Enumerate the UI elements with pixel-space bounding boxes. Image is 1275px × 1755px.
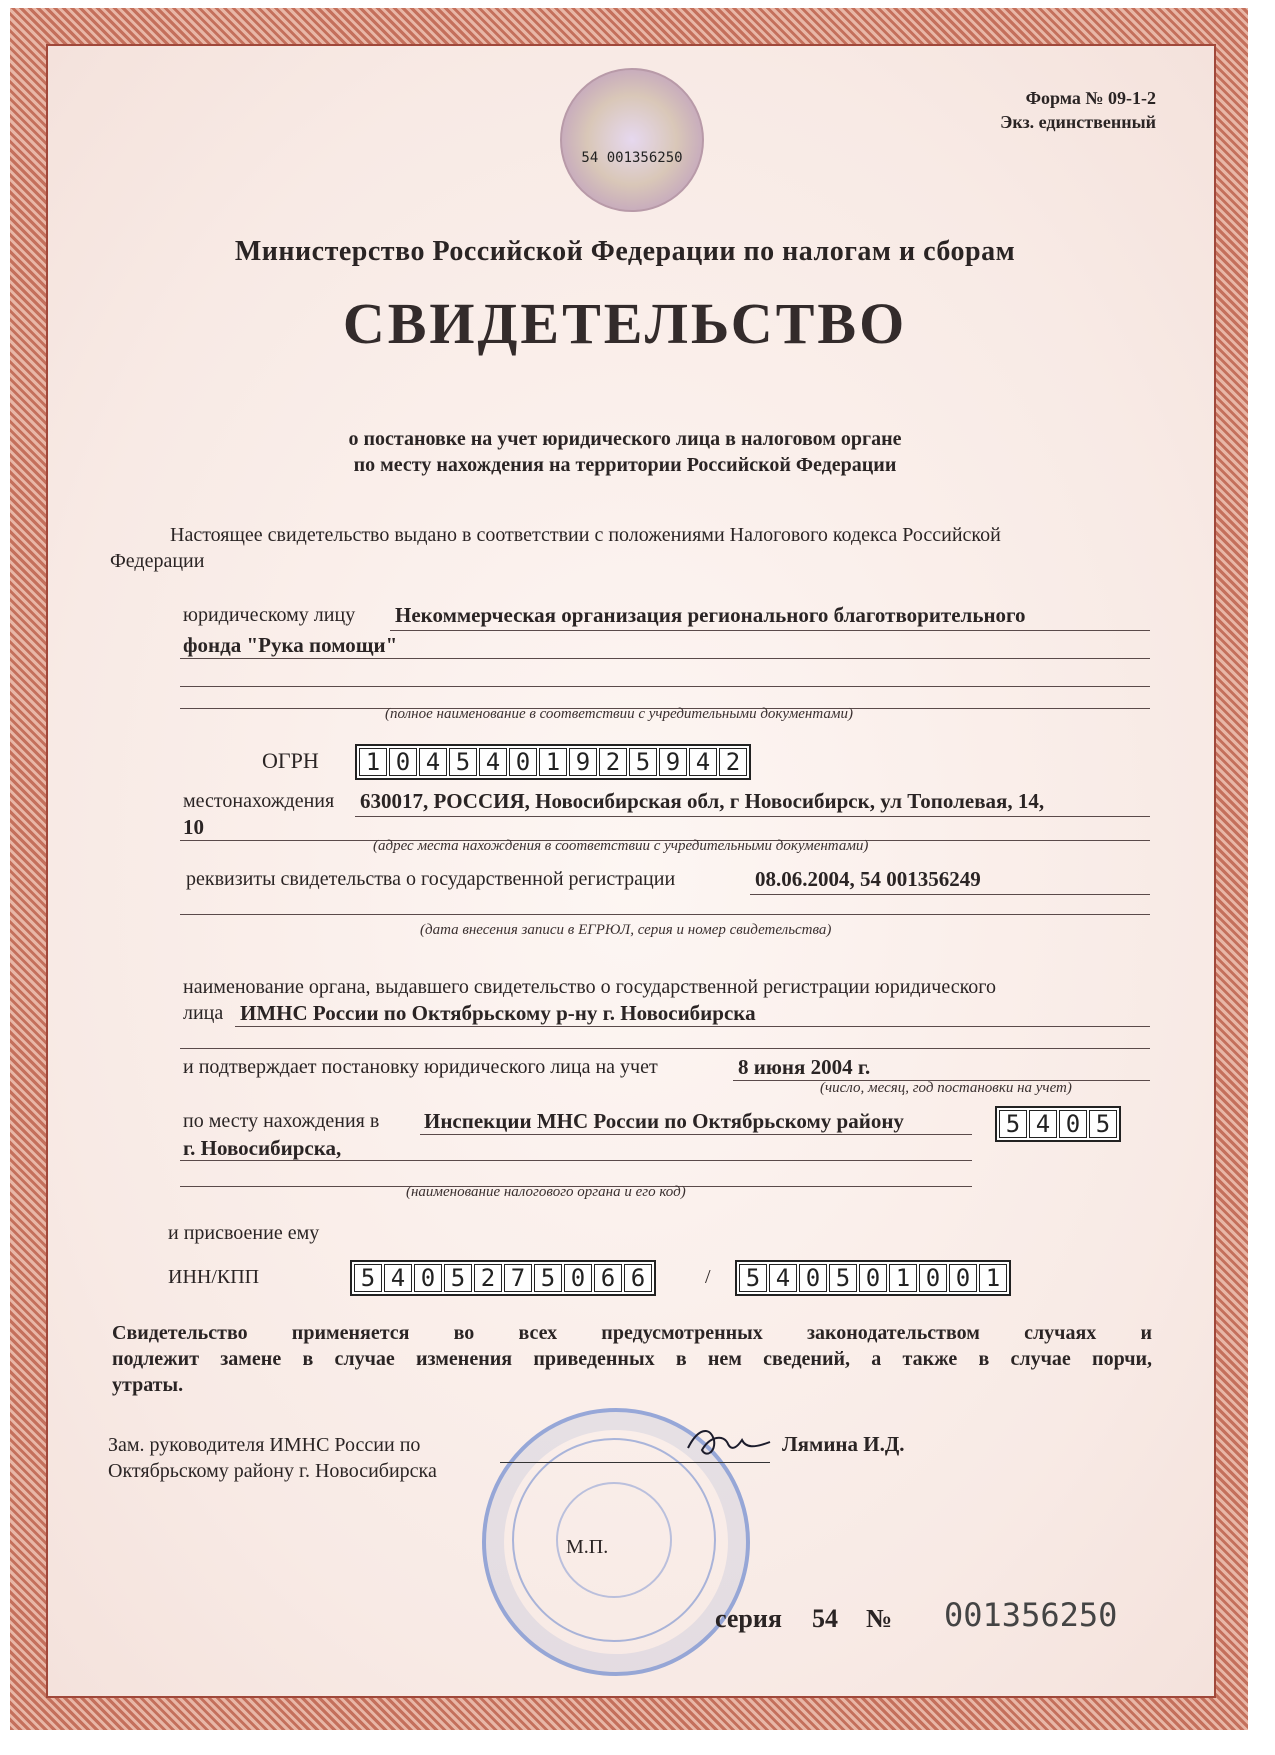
ogrn-digit: 4 <box>479 748 507 776</box>
ogrn-digit: 4 <box>419 748 447 776</box>
entity-label: юридическому лицу <box>183 604 356 626</box>
validity-line1: Свидетельство применяется во всех предусмотренных законодательством случаях и <box>112 1322 1152 1344</box>
kpp-digit: 0 <box>919 1264 947 1292</box>
registration-label: реквизиты свидетельства о государственной регистрации <box>186 868 676 890</box>
tax-office-label: по месту нахождения в <box>183 1110 380 1132</box>
ogrn-label: ОГРН <box>262 748 319 773</box>
signature <box>680 1418 780 1468</box>
address-label: местонахождения <box>183 790 335 812</box>
tax-office-code-digit: 5 <box>1089 1110 1117 1138</box>
registration-caption: (дата внесения записи в ЕГРЮЛ, серия и номер свидетельства) <box>420 922 832 938</box>
copy-note: Экз. единственный <box>1000 112 1156 132</box>
inn-digit: 0 <box>564 1264 592 1292</box>
tax-office-value-line1: Инспекции МНС России по Октябрьскому району <box>424 1109 904 1133</box>
tax-office-value-line2: г. Новосибирска, <box>183 1136 342 1160</box>
ogrn-digit: 2 <box>599 748 627 776</box>
ogrn-digit: 5 <box>629 748 657 776</box>
inn-digit: 4 <box>384 1264 412 1292</box>
kpp-digit: 0 <box>859 1264 887 1292</box>
series-value: 54 <box>812 1604 838 1633</box>
ogrn-digit: 9 <box>659 748 687 776</box>
inn-digit: 7 <box>504 1264 532 1292</box>
ministry-name: Министерство Российской Федерации по налогам и сборам <box>234 236 1016 267</box>
kpp-digit: 0 <box>949 1264 977 1292</box>
form-number: Форма № 09-1-2 <box>1025 88 1156 108</box>
entity-name-line2: фонда "Рука помощи" <box>183 633 398 657</box>
tax-office-code-digit: 4 <box>1029 1110 1057 1138</box>
kpp-digit: 5 <box>739 1264 767 1292</box>
assign-label: и присвоение ему <box>168 1222 320 1244</box>
hologram-number: 54 001356250 <box>581 150 683 166</box>
inn-digit: 6 <box>594 1264 622 1292</box>
ogrn-digit: 0 <box>389 748 417 776</box>
address-line1: 630017, РОССИЯ, Новосибирская обл, г Новосибирск, ул Тополевая, 14, <box>360 789 1045 813</box>
series-label: серия <box>715 1604 782 1633</box>
registration-value: 08.06.2004, 54 001356249 <box>755 867 981 891</box>
tax-office-code-boxes <box>995 1106 1121 1142</box>
inn-digit: 2 <box>474 1264 502 1292</box>
kpp-digit: 1 <box>889 1264 917 1292</box>
tax-office-code-digit: 5 <box>999 1110 1027 1138</box>
inn-kpp-label: ИНН/КПП <box>168 1266 260 1288</box>
ogrn-digit: 4 <box>689 748 717 776</box>
entity-name-line1: Некоммерческая организация регионального благотворительного <box>395 603 1026 627</box>
subtitle-line2: по месту нахождения на территории Российской Федерации <box>353 454 897 476</box>
tax-office-code-digit: 0 <box>1059 1110 1087 1138</box>
kpp-digit: 0 <box>799 1264 827 1292</box>
signer-position-line2: Октябрьскому району г. Новосибирска <box>108 1460 437 1482</box>
address-line2: 10 <box>183 815 204 839</box>
inn-digit: 0 <box>414 1264 442 1292</box>
signer-position-line1: Зам. руководителя ИМНС России по <box>108 1434 421 1456</box>
issuer-label-line1: наименование органа, выдавшего свидетельство о государственной регистрации юридического <box>183 976 997 998</box>
confirm-value: 8 июня 2004 г. <box>738 1055 871 1079</box>
serial-number: 001356250 <box>944 1596 1118 1634</box>
validity-line3: утраты. <box>112 1374 184 1396</box>
tax-office-caption: (наименование налогового органа и его код) <box>406 1184 686 1200</box>
intro-line1: Настоящее свидетельство выдано в соответствии с положениями Налогового кодекса Российской <box>170 524 1001 546</box>
inn-kpp-separator: / <box>705 1266 711 1288</box>
inn-digit: 5 <box>444 1264 472 1292</box>
intro-line2: Федерации <box>110 550 205 572</box>
validity-line2: подлежит замене в случае изменения приведенных в нем сведений, а также в случае порчи, <box>112 1348 1152 1370</box>
ogrn-digit: 2 <box>719 748 747 776</box>
inn-digit: 5 <box>534 1264 562 1292</box>
kpp-digit: 1 <box>979 1264 1007 1292</box>
kpp-digit: 4 <box>769 1264 797 1292</box>
issuer-value: ИМНС России по Октябрьскому р-ну г. Новосибирска <box>240 1001 756 1025</box>
kpp-boxes <box>735 1260 1011 1296</box>
entity-caption: (полное наименование в соответствии с учредительными документами) <box>385 706 853 722</box>
inn-digit: 5 <box>354 1264 382 1292</box>
ogrn-boxes <box>355 744 751 780</box>
issuer-label-line2: лица <box>183 1002 224 1024</box>
address-caption: (адрес места нахождения в соответствии с учредительными документами) <box>373 838 869 854</box>
ogrn-digit: 1 <box>359 748 387 776</box>
ogrn-digit: 9 <box>569 748 597 776</box>
ogrn-digit: 0 <box>509 748 537 776</box>
subtitle-line1: о постановке на учет юридического лица в налоговом органе <box>348 428 902 450</box>
number-sign: № <box>866 1604 893 1633</box>
kpp-digit: 5 <box>829 1264 857 1292</box>
ogrn-digit: 1 <box>539 748 567 776</box>
confirm-label: и подтверждает постановку юридического лица на учет <box>183 1056 658 1078</box>
inn-digit: 6 <box>624 1264 652 1292</box>
document-title: СВИДЕТЕЛЬСТВО <box>342 291 908 356</box>
ogrn-digit: 5 <box>449 748 477 776</box>
confirm-caption: (число, месяц, год постановки на учет) <box>820 1080 1072 1096</box>
inn-boxes <box>350 1260 656 1296</box>
signer-name: Лямина И.Д. <box>782 1432 905 1456</box>
hologram-seal <box>560 68 704 212</box>
mp-label: М.П. <box>566 1536 609 1558</box>
